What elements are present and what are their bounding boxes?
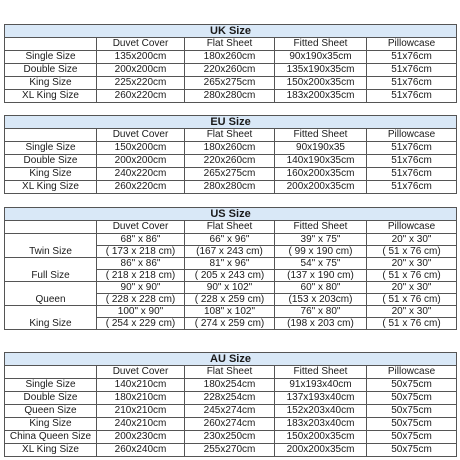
- header-pillowcase: Pillowcase: [367, 366, 457, 379]
- table-cell: ( 51 x 76 cm): [367, 294, 457, 306]
- table-row: [5, 90, 457, 103]
- table-cell: 180x254cm: [185, 379, 275, 392]
- au-size-title: AU Size: [5, 353, 457, 366]
- table-cell: 90" x 102": [185, 282, 275, 294]
- table-cell: 50x75cm: [367, 405, 457, 418]
- us-size-title: US Size: [5, 208, 457, 221]
- row-label: XL King Size: [5, 90, 97, 103]
- table-row: [5, 444, 457, 457]
- table-row: [5, 392, 457, 405]
- table-cell: ( 274 x 259 cm): [185, 318, 275, 330]
- table-cell: 91x193x40cm: [275, 379, 367, 392]
- table-cell: 50x75cm: [367, 418, 457, 431]
- header-duvet-cover: Duvet Cover: [97, 129, 185, 142]
- table-cell: ( 228 x 228 cm): [97, 294, 185, 306]
- header-blank: [5, 221, 97, 234]
- table-header-row: [5, 129, 457, 142]
- table-cell: ( 51 x 76 cm): [367, 246, 457, 258]
- row-label: Single Size: [5, 379, 97, 392]
- table-row: [5, 306, 457, 318]
- us-size-table: [4, 207, 457, 330]
- table-cell: 135x190x35cm: [275, 64, 367, 77]
- table-cell: 86" x 86": [97, 258, 185, 270]
- table-row: [5, 64, 457, 77]
- header-duvet-cover: Duvet Cover: [97, 38, 185, 51]
- header-fitted-sheet: Fitted Sheet: [275, 221, 367, 234]
- table-cell: 39" x 75": [275, 234, 367, 246]
- table-cell: 180x210cm: [97, 392, 185, 405]
- table-cell: 20" x 30": [367, 306, 457, 318]
- table-cell: 51x76cm: [367, 142, 457, 155]
- row-label: Queen Size: [5, 405, 97, 418]
- table-cell: 51x76cm: [367, 181, 457, 194]
- table-cell: ( 99 x 190 cm): [275, 246, 367, 258]
- table-cell: 260x220cm: [97, 90, 185, 103]
- eu-size-title: EU Size: [5, 116, 457, 129]
- table-row: [5, 181, 457, 194]
- table-cell: 150x200x35cm: [275, 77, 367, 90]
- header-duvet-cover: Duvet Cover: [97, 366, 185, 379]
- table-cell: 51x76cm: [367, 168, 457, 181]
- table-cell: 20" x 30": [367, 234, 457, 246]
- table-cell: 51x76cm: [367, 51, 457, 64]
- table-cell: ( 51 x 76 cm): [367, 270, 457, 282]
- table-cell: 54" x 75": [275, 258, 367, 270]
- table-cell: 150x200cm: [97, 142, 185, 155]
- table-header-row: [5, 221, 457, 234]
- table-cell: 50x75cm: [367, 392, 457, 405]
- table-cell: 200x200cm: [97, 155, 185, 168]
- table-cell: 137x193x40cm: [275, 392, 367, 405]
- table-cell: 20" x 30": [367, 282, 457, 294]
- table-row: [5, 234, 457, 246]
- table-cell: ( 51 x 76 cm): [367, 318, 457, 330]
- table-row: [5, 142, 457, 155]
- header-flat-sheet: Flat Sheet: [185, 221, 275, 234]
- header-duvet-cover: Duvet Cover: [97, 221, 185, 234]
- table-cell: ( 218 x 218 cm): [97, 270, 185, 282]
- table-cell: 100" x 90": [97, 306, 185, 318]
- row-label: Double Size: [5, 64, 97, 77]
- row-label: Double Size: [5, 392, 97, 405]
- table-cell: 245x274cm: [185, 405, 275, 418]
- table-cell: (137 x 190 cm): [275, 270, 367, 282]
- table-row: [5, 258, 457, 270]
- header-flat-sheet: Flat Sheet: [185, 366, 275, 379]
- table-cell: 51x76cm: [367, 64, 457, 77]
- table-row: [5, 155, 457, 168]
- header-pillowcase: Pillowcase: [367, 221, 457, 234]
- header-blank: [5, 129, 97, 142]
- table-cell: 20" x 30": [367, 258, 457, 270]
- header-flat-sheet: Flat Sheet: [185, 129, 275, 142]
- table-row: [5, 379, 457, 392]
- row-label: Full Size: [5, 258, 97, 282]
- row-label: China Queen Size: [5, 431, 97, 444]
- table-cell: 180x260cm: [185, 142, 275, 155]
- table-cell: 183x203x40cm: [275, 418, 367, 431]
- table-cell: (198 x 203 cm): [275, 318, 367, 330]
- table-cell: 265x275cm: [185, 77, 275, 90]
- table-cell: ( 173 x 218 cm): [97, 246, 185, 258]
- table-cell: 180x260cm: [185, 51, 275, 64]
- table-cell: 220x260cm: [185, 155, 275, 168]
- table-cell: 200x230cm: [97, 431, 185, 444]
- table-cell: 51x76cm: [367, 155, 457, 168]
- table-row: [5, 77, 457, 90]
- table-header-row: [5, 38, 457, 51]
- table-cell: 90x190x35cm: [275, 51, 367, 64]
- row-label: King Size: [5, 306, 97, 330]
- table-cell: 260x220cm: [97, 181, 185, 194]
- header-fitted-sheet: Fitted Sheet: [275, 129, 367, 142]
- row-label: XL King Size: [5, 181, 97, 194]
- header-blank: [5, 38, 97, 51]
- table-cell: 140x190x35cm: [275, 155, 367, 168]
- table-cell: 200x200x35cm: [275, 444, 367, 457]
- table-cell: 265x275cm: [185, 168, 275, 181]
- table-cell: 225x220cm: [97, 77, 185, 90]
- table-cell: ( 205 x 243 cm): [185, 270, 275, 282]
- au-size-table: [4, 352, 457, 457]
- row-label: Single Size: [5, 142, 97, 155]
- table-cell: 152x203x40cm: [275, 405, 367, 418]
- table-cell: 140x210cm: [97, 379, 185, 392]
- table-cell: 280x280cm: [185, 90, 275, 103]
- table-cell: 160x200x35cm: [275, 168, 367, 181]
- table-cell: 51x76cm: [367, 77, 457, 90]
- table-cell: 280x280cm: [185, 181, 275, 194]
- table-cell: 240x220cm: [97, 168, 185, 181]
- table-cell: 66" x 96": [185, 234, 275, 246]
- table-row: [5, 282, 457, 294]
- table-cell: 76" x 80": [275, 306, 367, 318]
- table-cell: 210x210cm: [97, 405, 185, 418]
- table-cell: 108" x 102": [185, 306, 275, 318]
- table-cell: 183x200x35cm: [275, 90, 367, 103]
- table-cell: 240x210cm: [97, 418, 185, 431]
- row-label: King Size: [5, 418, 97, 431]
- table-row: [5, 405, 457, 418]
- table-row: [5, 51, 457, 64]
- table-cell: 230x250cm: [185, 431, 275, 444]
- table-cell: 60" x 80": [275, 282, 367, 294]
- row-label: XL King Size: [5, 444, 97, 457]
- table-cell: 135x200cm: [97, 51, 185, 64]
- table-cell: 200x200x35cm: [275, 181, 367, 194]
- row-label: Twin Size: [5, 234, 97, 258]
- table-cell: 228x254cm: [185, 392, 275, 405]
- row-label: Single Size: [5, 51, 97, 64]
- table-cell: 50x75cm: [367, 444, 457, 457]
- table-cell: ( 228 x 259 cm): [185, 294, 275, 306]
- table-row: [5, 418, 457, 431]
- header-pillowcase: Pillowcase: [367, 129, 457, 142]
- table-cell: 260x240cm: [97, 444, 185, 457]
- table-cell: ( 254 x 229 cm): [97, 318, 185, 330]
- uk-size-table: [4, 24, 457, 103]
- table-cell: (167 x 243 cm): [185, 246, 275, 258]
- table-cell: 90x190x35: [275, 142, 367, 155]
- table-cell: 81" x 96": [185, 258, 275, 270]
- header-flat-sheet: Flat Sheet: [185, 38, 275, 51]
- table-cell: 50x75cm: [367, 431, 457, 444]
- table-cell: 220x260cm: [185, 64, 275, 77]
- table-row: [5, 168, 457, 181]
- row-label: King Size: [5, 168, 97, 181]
- header-pillowcase: Pillowcase: [367, 38, 457, 51]
- eu-size-table: [4, 115, 457, 194]
- table-cell: 260x274cm: [185, 418, 275, 431]
- row-label: King Size: [5, 77, 97, 90]
- table-cell: 68" x 86": [97, 234, 185, 246]
- uk-size-title: UK Size: [5, 25, 457, 38]
- table-row: [5, 431, 457, 444]
- row-label: Queen: [5, 282, 97, 306]
- table-cell: 200x200cm: [97, 64, 185, 77]
- table-cell: 255x270cm: [185, 444, 275, 457]
- table-header-row: [5, 366, 457, 379]
- table-cell: 90" x 90": [97, 282, 185, 294]
- table-cell: 150x200x35cm: [275, 431, 367, 444]
- header-blank: [5, 366, 97, 379]
- table-cell: 51x76cm: [367, 90, 457, 103]
- row-label: Double Size: [5, 155, 97, 168]
- table-cell: 50x75cm: [367, 379, 457, 392]
- table-cell: (153 x 203cm): [275, 294, 367, 306]
- header-fitted-sheet: Fitted Sheet: [275, 366, 367, 379]
- header-fitted-sheet: Fitted Sheet: [275, 38, 367, 51]
